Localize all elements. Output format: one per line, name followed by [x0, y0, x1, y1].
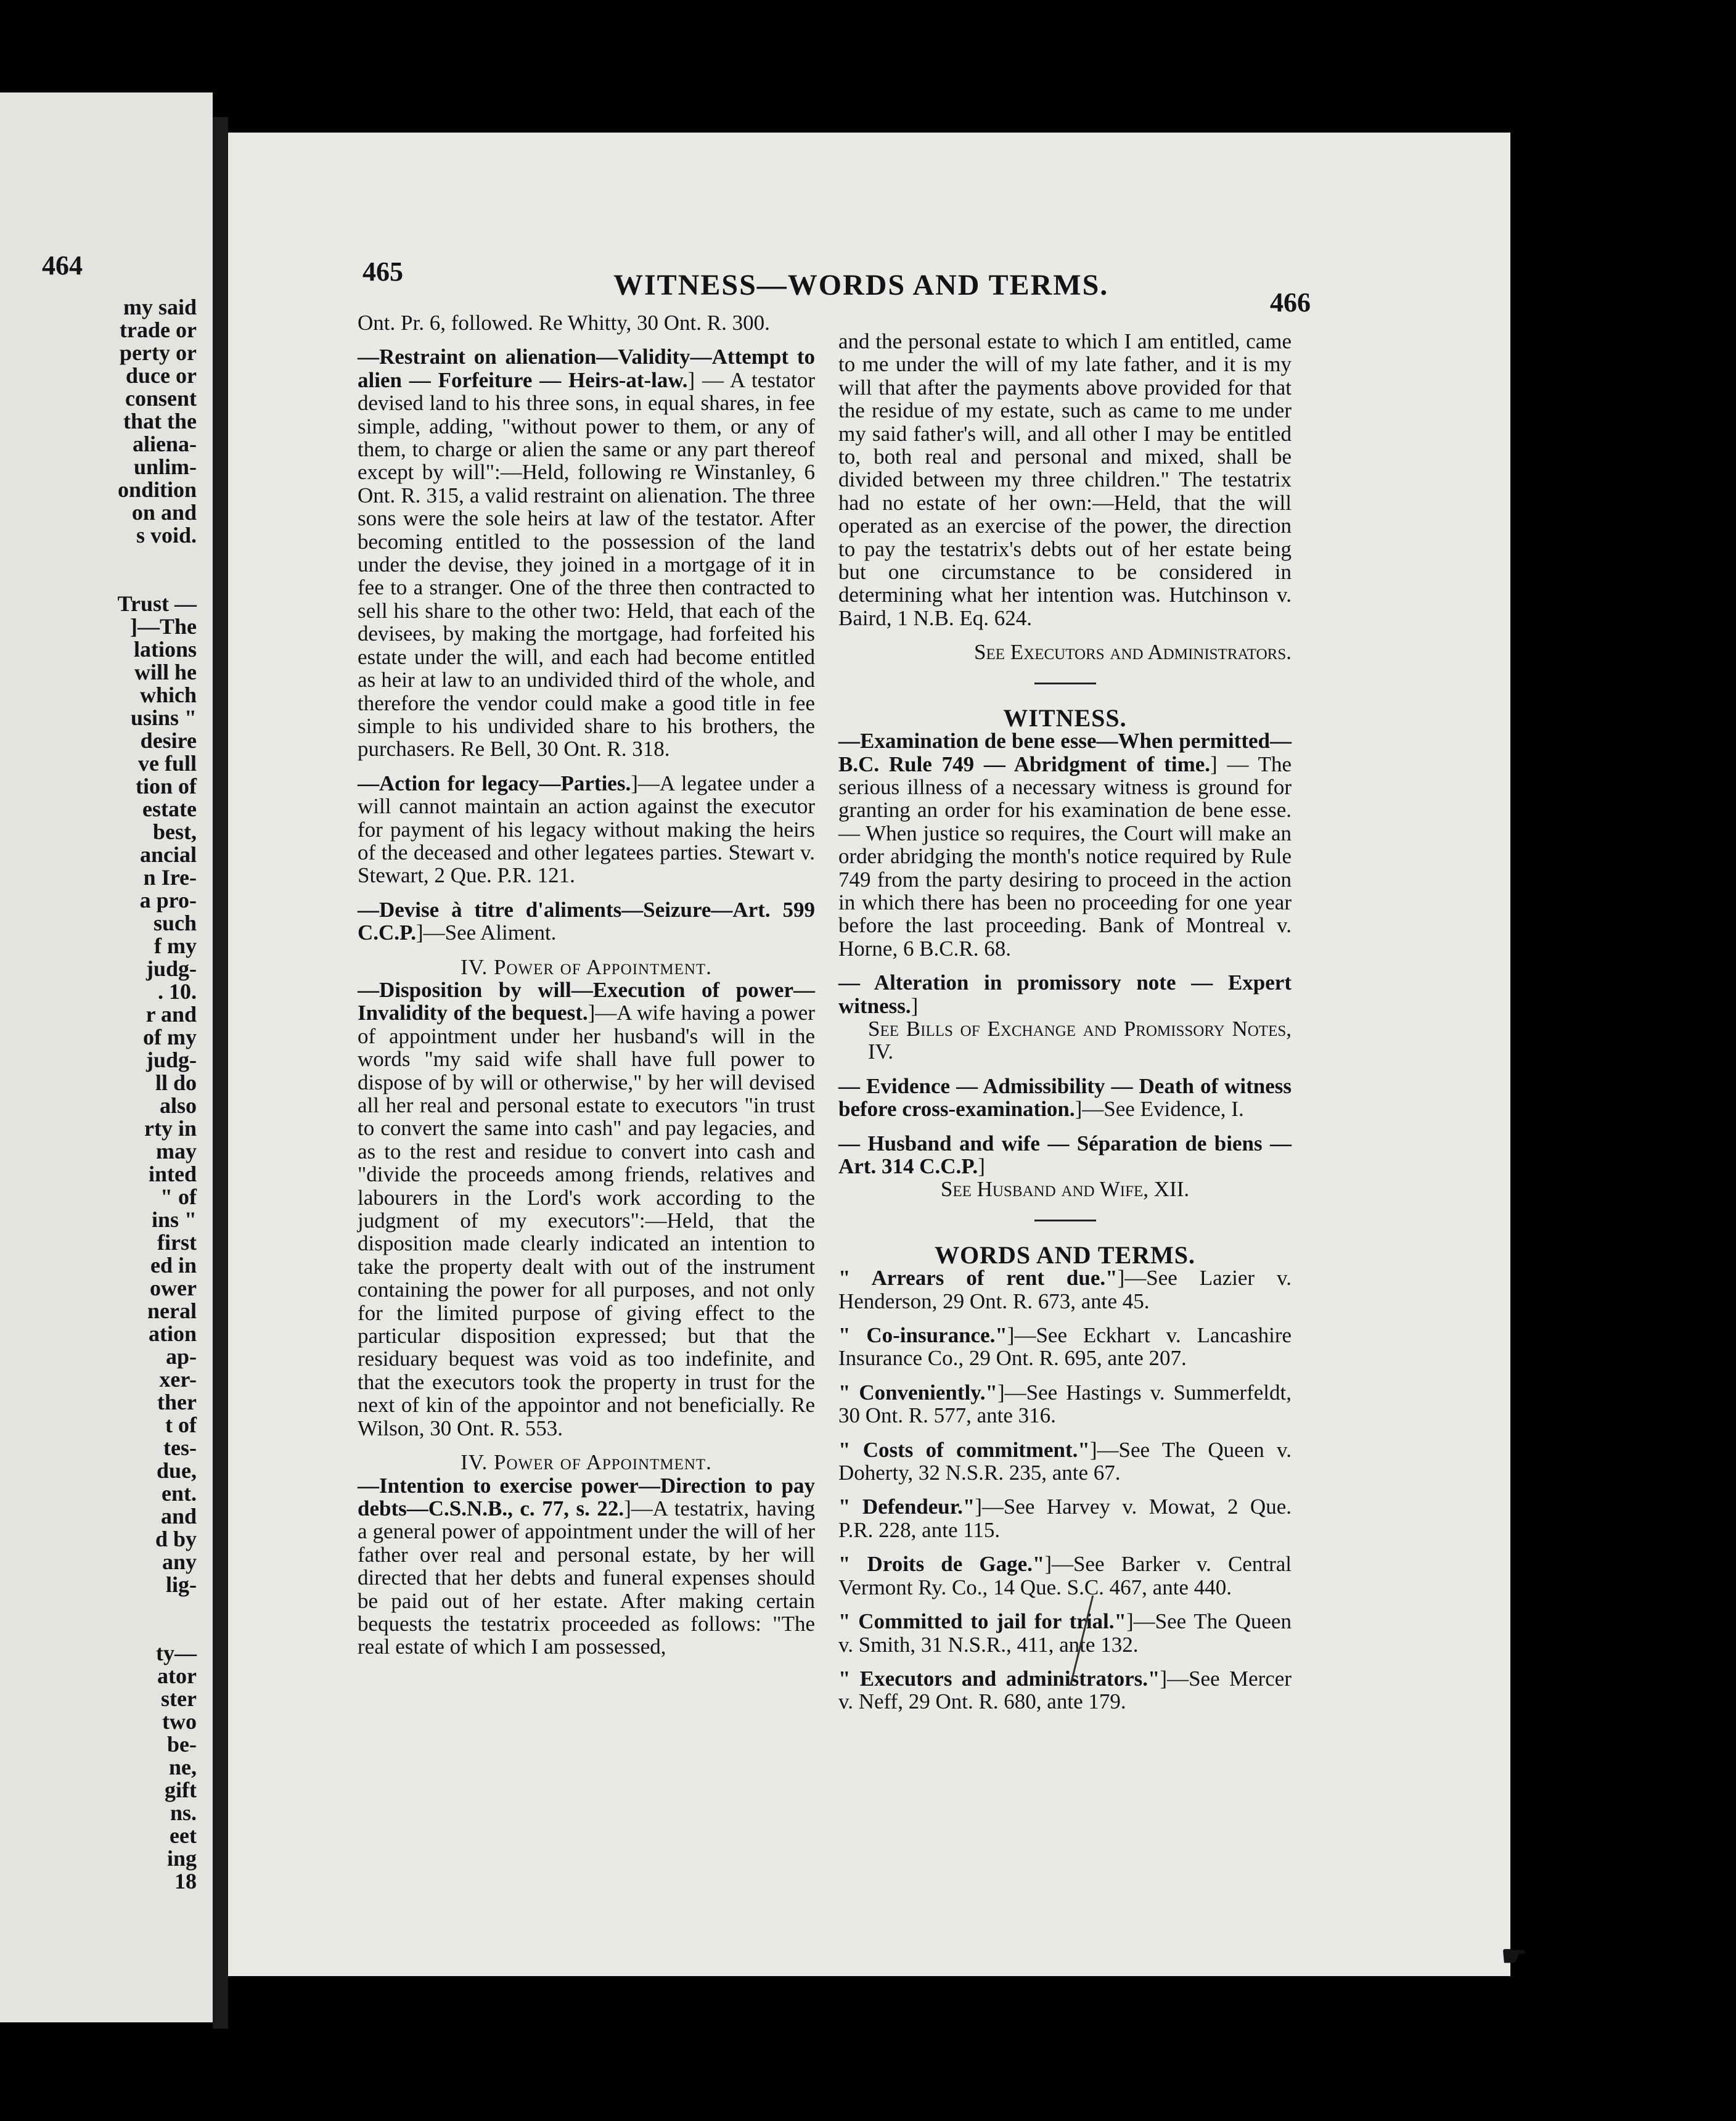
left-page-fragment: trade or	[120, 318, 197, 342]
left-page-fragment: desire	[140, 728, 197, 753]
entry-body: ]	[911, 993, 919, 1018]
term-arrears-of-rent	[838, 1266, 1292, 1313]
subheading-power-of-appointment-2: IV. Power of Appointment.	[461, 1450, 712, 1475]
term-heading: " Co-insurance."	[838, 1323, 1007, 1348]
left-page-fragment: due,	[156, 1458, 197, 1483]
term-droits-de-gage	[838, 1553, 1292, 1599]
term-body: ]—See Barker v. Central Vermont Ry. Co., 14 Que. S.C. 467, ante 440.	[838, 1552, 1292, 1599]
left-page-fragment: tion of	[136, 774, 197, 798]
left-page-fragment: judg-	[145, 1048, 197, 1072]
term-heading: " Executors and administrators."	[838, 1666, 1160, 1691]
term-heading: " Arrears of rent due."	[838, 1266, 1118, 1290]
term-body: ]—See Hastings v. Summerfeldt, 30 Ont. R. 577, ante 316.	[838, 1380, 1292, 1428]
term-body: ]—See Harvey v. Mowat, 2 Que. P.R. 228, ante 115.	[838, 1495, 1292, 1542]
term-committed-to-jail	[838, 1610, 1292, 1656]
entry-body: ]—A legatee under a will cannot maintain an action against the executor for payment of his legacy without making the heirs of the deceased and other legatees parties. Stewart v. Stewart, 2 Que. P.R. 121.	[358, 771, 815, 888]
term-heading: " Defendeur."	[838, 1495, 975, 1519]
section-divider	[1034, 1220, 1096, 1221]
entry-husband-and-wife	[838, 1132, 1292, 1178]
left-page-fragment: such	[153, 911, 197, 935]
term-heading: " Droits de Gage."	[838, 1552, 1045, 1577]
left-page-fragment: lig-	[166, 1572, 197, 1597]
page-number-465: 465	[362, 256, 403, 287]
left-page-fragment: xer-	[159, 1367, 197, 1392]
subheading-power-of-appointment: IV. Power of Appointment.	[461, 954, 712, 979]
entry-heading: — Husband and wife — Séparation de biens — Art. 314 C.C.P.	[838, 1131, 1292, 1178]
left-page-fragment: tes-	[163, 1435, 197, 1460]
entry-disposition-by-will	[358, 978, 815, 1440]
left-page-fragment: ns.	[170, 1800, 197, 1825]
left-page-fragment: . 10.	[158, 979, 197, 1004]
term-executors-and-administrators	[838, 1667, 1292, 1713]
section-heading-witness: WITNESS.	[1003, 704, 1127, 732]
left-page-fragment: ancial	[139, 842, 197, 867]
left-page-fragment: Trust —	[117, 591, 197, 616]
entry-heading: —Intention to exercise power—Direction to pay debts—C.S.N.B., c. 77, s. 22.	[358, 1473, 815, 1520]
entry-heading: —Examination de bene esse—When permitted—B.C. Rule 749 — Abridgment of time.	[838, 729, 1292, 776]
left-page-fragment	[118, 1619, 197, 1642]
see-reference: See Executors and Administrators.	[974, 640, 1292, 665]
term-heading: " Costs of commitment."	[838, 1437, 1090, 1462]
left-page-fragment: s void.	[136, 523, 197, 548]
left-page-number: 464	[42, 250, 83, 281]
left-page-fragment: ster	[161, 1686, 197, 1711]
left-page-fragment: 18	[174, 1869, 197, 1893]
entry-body: ] — A testator devised land to his three sons, in equal shares, in fee simple, adding, "without power to them, or any of them, to charge or alien the same or any part thereof except by will":—Held, following re Winstanley, 6 Ont. R. 315, a valid restraint on alienation. The three sons were the sole heirs at law of the testator. After becoming entitled to the possession of the land under the devise, they joined in a mortgage of it in fee to a stranger. One of the three then contracted to sell his share to the other two: Held, that each of the devisees, by making the mortgage, had forfeited his estate under the will, and each had become entitled as heir at law to an undivided third of the whole, and therefore the vendor could make a good title in fee simple to his undivided share to his brothers, the purchasers. Re Bell, 30 Ont. R. 318.	[358, 367, 815, 761]
left-page-fragment: and	[160, 1504, 197, 1528]
entry-heading: — Alteration in promissory note — Expert witness.	[838, 970, 1292, 1018]
left-page-fragment: judg-	[145, 956, 197, 981]
entry-heading: — Evidence — Admissibility — Death of witness before cross-examination.	[838, 1073, 1292, 1122]
left-page-margin-fragments	[118, 296, 197, 1893]
left-page-fragment: ower	[150, 1276, 197, 1300]
left-page-fragment: " of	[160, 1184, 197, 1209]
section-heading-words-and-terms: WORDS AND TERMS.	[934, 1241, 1196, 1269]
left-page-fragment: also	[159, 1093, 197, 1118]
term-body: ]—See Mercer v. Neff, 29 Ont. R. 680, ante 179.	[838, 1666, 1292, 1714]
term-heading: " Conveniently."	[838, 1380, 997, 1405]
left-page-fragment: ne,	[169, 1755, 197, 1779]
term-body: ]—See Lazier v. Henderson, 29 Ont. R. 673, ante 45.	[838, 1266, 1292, 1313]
column-left	[358, 311, 815, 1670]
left-page-fragment: be-	[167, 1732, 197, 1757]
see-reference: See Husband and Wife, XII.	[940, 1177, 1190, 1202]
entry-heading: —Restraint on alienation—Validity—Attempt to alien — Forfeiture — Heirs-at-law.	[358, 345, 815, 392]
left-page-fragment: ed in	[150, 1253, 197, 1278]
entry-devise-a-titre	[358, 898, 815, 945]
term-defendeur	[838, 1495, 1292, 1541]
left-page-fragment: ondition	[117, 477, 197, 502]
left-page-fragment: ator	[157, 1664, 197, 1688]
term-body: ]—See The Queen v. Doherty, 32 N.S.R. 235, ante 67.	[838, 1437, 1292, 1485]
left-page-fragment: ll do	[155, 1070, 197, 1095]
left-page-fragment: best,	[153, 819, 197, 844]
left-page-fragment: will he	[134, 660, 197, 684]
left-page-fragment	[118, 1596, 197, 1619]
left-page-fragment: ]—The	[130, 614, 197, 639]
term-heading: " Committed to jail for trial."	[838, 1609, 1126, 1634]
left-page-fragment: gift	[165, 1778, 197, 1802]
term-co-insurance	[838, 1324, 1292, 1370]
left-page-fragment: that the	[123, 409, 197, 433]
left-page-fragment: f my	[154, 933, 197, 958]
left-page-fragment: which	[139, 683, 197, 707]
continued-paragraph: Ont. Pr. 6, followed. Re Whitty, 30 Ont. R. 300.	[358, 311, 770, 335]
page-number-466: 466	[1270, 287, 1311, 318]
entry-evidence-admissibility	[838, 1075, 1292, 1121]
entry-heading: —Devise à titre d'aliments—Seizure—Art. 599 C.C.P.	[358, 897, 815, 945]
left-page-fragment: ation	[148, 1321, 197, 1346]
left-page-fragment: perty or	[120, 340, 197, 365]
entry-body: ]—See Aliment.	[416, 921, 557, 945]
entry-alteration-promissory-note	[838, 971, 1292, 1017]
term-body: ]—See The Queen v. Smith, 31 N.S.R., 411, ante 132.	[838, 1609, 1292, 1657]
margin-mark-icon: ☛	[1501, 1940, 1527, 1972]
term-body: ]—See Eckhart v. Lancashire Insurance Co., 29 Ont. R. 695, ante 207.	[838, 1323, 1292, 1371]
term-costs-of-commitment	[838, 1438, 1292, 1485]
entry-examination-de-bene-esse	[838, 729, 1292, 960]
section-divider	[1034, 683, 1096, 684]
left-page-fragment: ap-	[165, 1344, 197, 1369]
entry-action-for-legacy	[358, 772, 815, 887]
left-page-fragment: duce or	[126, 363, 197, 388]
left-page-fragment: ty—	[156, 1641, 197, 1665]
right-page	[228, 133, 1527, 1976]
left-page-fragment: a pro-	[139, 888, 197, 913]
left-page-fragment: lations	[133, 637, 197, 662]
column-right	[838, 330, 1292, 1725]
entry-restraint-on-alienation	[358, 345, 815, 760]
left-page-fragment: neral	[147, 1298, 197, 1323]
left-page-fragment: estate	[142, 797, 197, 821]
left-page-fragment: may	[156, 1139, 197, 1163]
left-page-fragment: of my	[143, 1025, 197, 1049]
left-page-fragment: unlim-	[133, 454, 197, 479]
left-page-fragment: t of	[165, 1413, 197, 1437]
left-page-fragment: on and	[131, 500, 197, 525]
left-page-fragment: consent	[125, 386, 197, 411]
entry-heading: —Disposition by will—Execution of power—Invalidity of the bequest.	[358, 977, 815, 1025]
left-page-fragment: inted	[148, 1162, 197, 1186]
entry-body: ]—A testatrix, having a general power of appointment under the will of her father over real and personal estate, by her will directed that her debts and funeral expenses should be paid out of her estate. After making certain bequests the testatrix proceeded as follows: "The real estate of which I am possessed,	[358, 1496, 815, 1659]
left-page-fragment	[118, 547, 197, 570]
entry-heading: —Action for legacy—Parties.	[358, 771, 631, 795]
left-page-fragment: eet	[170, 1823, 197, 1848]
left-page-fragment: rty in	[144, 1116, 197, 1141]
left-page-fragment: d by	[155, 1527, 197, 1551]
left-page-fragment: any	[162, 1549, 197, 1574]
left-page-fragment: ther	[157, 1390, 197, 1414]
left-page-fragment: ing	[166, 1846, 197, 1871]
left-page-fragment: two	[162, 1709, 197, 1734]
left-page-fragment: n Ire-	[143, 865, 197, 890]
left-page-fragment: ve full	[138, 751, 197, 776]
entry-body: ] — The serious illness of a necessary witness is ground for granting an order for his examination de bene esse. — When justice so requires, the Court will make an order abridging the month's notice required by Rule 749 from the party desiring to proceed in the action in which there has been no proceeding for one year before the last proceeding. Bank of Montreal v. Horne, 6 B.C.R. 68.	[838, 752, 1292, 961]
left-page-fragment: usins "	[130, 705, 197, 730]
book-gutter	[213, 117, 228, 2029]
continued-paragraph: and the personal estate to which I am entitled, came to me under the will of my late father, and it is my will that after the payments above provided for that the residue of my estate, such as came to me under my said father's will, and all other I may be entitled to, both real and personal and mixed, shall be divided between my three children." The testatrix had no estate of her own:—Held, that the will operated as an exercise of the power, the direction to pay the testatrix's debts out of her estate being but one circumstance to be considered in determining what her intention was. Hutchinson v. Baird, 1 N.B. Eq. 624.	[838, 329, 1292, 630]
left-page-fragment: r and	[145, 1002, 197, 1027]
term-conveniently	[838, 1381, 1292, 1427]
entry-body: ]	[978, 1154, 985, 1178]
entry-intention-to-exercise-power	[358, 1474, 815, 1659]
left-page-fragment	[118, 570, 197, 593]
entry-body: ]—A wife having a power of appointment under her husband's will in the words "my said wife shall have full power to dispose of by will or otherwise," by her will devised all her real and personal estate to executors "in trust to convert the same into cash" and pay legacies, and as to the rest and residue to convert into cash and "divide the proceeds among friends, relatives and labourers in the Lord's work according to the judgment of my executors":—Held, that the disposition made clearly indicated an intention to take the property dealt with out of the instrument containing the power for all purposes, and not only for the limited purpose of giving effect to the particular disposition expressed; but that the residuary bequest was void as too indefinite, and that the executors took the property in trust for the next of kin of the appointor and not beneficially. Re Wilson, 30 Ont. R. 553.	[358, 1001, 815, 1440]
left-page	[0, 92, 213, 2022]
left-page-fragment: my said	[123, 295, 197, 319]
left-page-fragment: aliena-	[133, 432, 197, 456]
entry-body: ]—See Evidence, I.	[1075, 1097, 1244, 1122]
running-head: WITNESS—WORDS AND TERMS.	[613, 269, 1109, 302]
left-page-fragment: first	[157, 1230, 197, 1255]
left-page-fragment: ent.	[162, 1481, 197, 1506]
left-page-fragment: ins "	[151, 1207, 197, 1232]
see-reference: See Bills of Exchange and Promissory Notes, IV.	[868, 1016, 1292, 1064]
